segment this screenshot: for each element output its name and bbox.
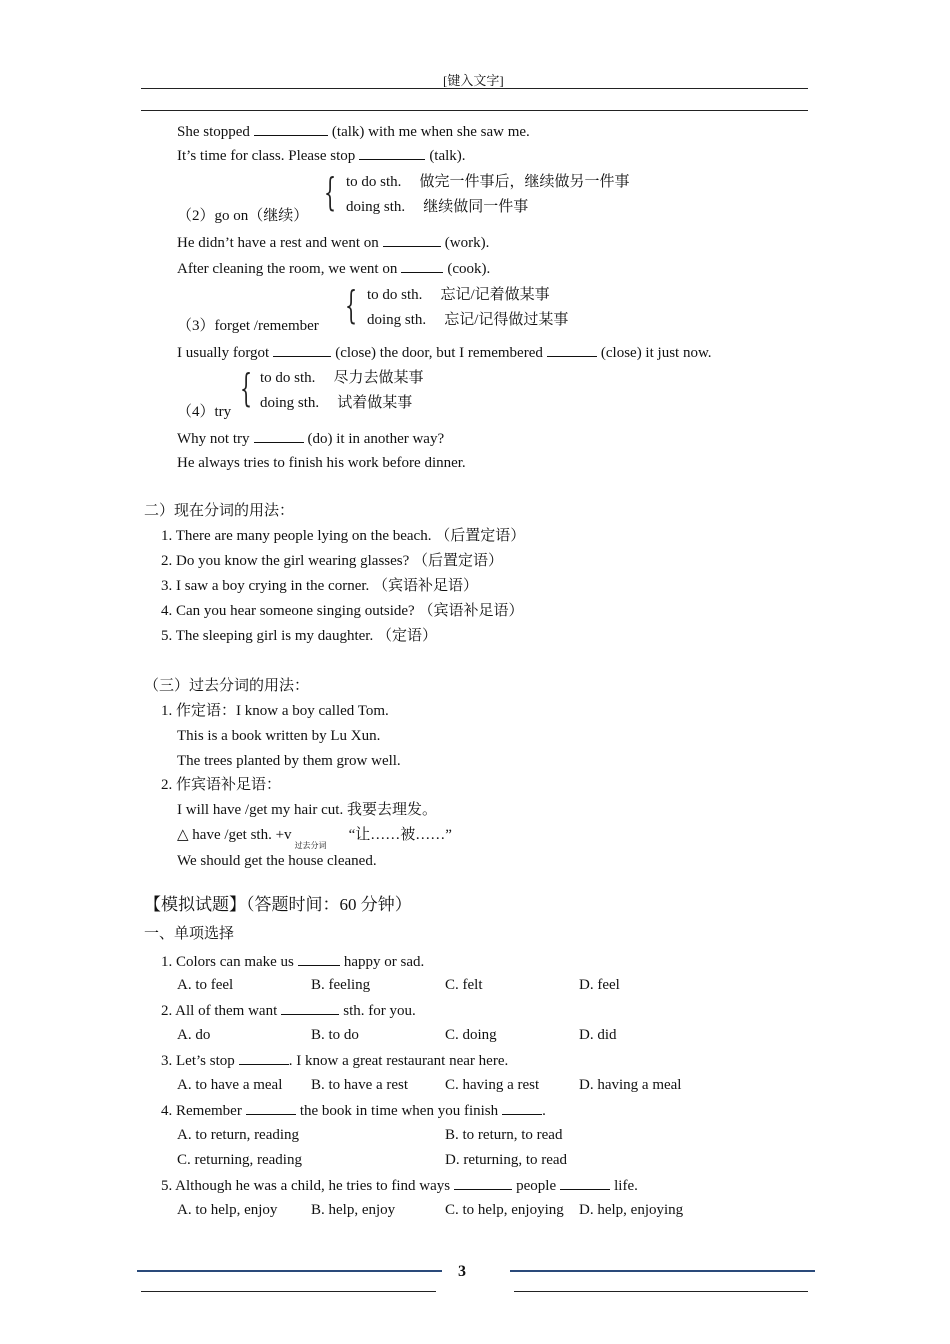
past-participle-example: We should get the house cleaned.	[177, 853, 377, 869]
question-option: B. feeling	[311, 977, 371, 993]
page-header-text: [键入文字]	[443, 73, 504, 88]
go-on-example-1: He didn’t have a rest and went on (work).	[177, 232, 489, 253]
question-stem: 2. All of them want sth. for you.	[161, 1000, 416, 1021]
forget-option-2: doing sth. 忘记/记得做过某事	[367, 312, 569, 328]
present-participle-item: 1. There are many people lying on the beach. （后置定语）	[161, 528, 526, 544]
question-stem: 5. Although he was a child, he tries to find ways people life.	[161, 1175, 638, 1196]
question-option: A. to help, enjoy	[177, 1202, 278, 1218]
question-option: B. to return, to read	[445, 1127, 563, 1143]
go-on-example-2: After cleaning the room, we went on (cook).	[177, 258, 490, 279]
footer-rule-left-top	[137, 1270, 442, 1272]
go-on-option-1: to do sth. 做完一件事后，继续做另一件事	[346, 174, 630, 190]
question-option: B. to do	[311, 1027, 359, 1043]
question-option: C. having a rest	[445, 1077, 540, 1093]
question-option: D. did	[579, 1027, 617, 1043]
mock-test-title: 【模拟试题】（答题时间：60 分钟）	[144, 895, 412, 914]
present-participle-title: 二）现在分词的用法：	[144, 503, 295, 519]
present-participle-item: 2. Do you know the girl wearing glasses? （后置定语）	[161, 553, 504, 569]
present-participle-item: 3. I saw a boy crying in the corner. （宾语补足语）	[161, 578, 479, 594]
question-option: B. to have a rest	[311, 1077, 409, 1093]
try-example-1: Why not try (do) it in another way?	[177, 428, 444, 449]
question-stem: 3. Let’s stop . I know a great restaurant near here.	[161, 1050, 508, 1071]
question-option: D. feel	[579, 977, 620, 993]
header-rule-top	[141, 88, 808, 89]
try-option-1: to do sth. 尽力去做某事	[260, 370, 424, 386]
past-participle-example: This is a book written by Lu Xun.	[177, 728, 381, 744]
forget-option-1: to do sth. 忘记/记着做某事	[367, 287, 550, 303]
present-participle-item: 4. Can you hear someone singing outside? （宾语补足语）	[161, 603, 524, 619]
stop-example-1: She stopped (talk) with me when she saw me.	[177, 121, 530, 142]
header-rule-bottom	[141, 110, 808, 111]
go-on-option-2: doing sth. 继续做同一件事	[346, 199, 529, 215]
question-stem: 1. Colors can make us happy or sad.	[161, 951, 424, 972]
question-option: A. to return, reading	[177, 1127, 300, 1143]
question-option: C. returning, reading	[177, 1152, 302, 1168]
question-option: C. to help, enjoying	[445, 1202, 564, 1218]
mock-part-1-title: 一、单项选择	[144, 926, 235, 942]
question-option: D. help, enjoying	[579, 1202, 684, 1218]
question-option: D. having a meal	[579, 1077, 682, 1093]
try-label: （4）try	[177, 404, 232, 420]
footer-rule-left-bottom	[141, 1291, 436, 1292]
try-brace: {	[240, 366, 253, 410]
past-participle-title: （三）过去分词的用法：	[144, 678, 310, 694]
footer-rule-right-top	[510, 1270, 815, 1272]
question-option: C. felt	[445, 977, 483, 993]
question-option: A. to have a meal	[177, 1077, 283, 1093]
try-example-2: He always tries to finish his work before dinner.	[177, 455, 466, 471]
forget-brace: {	[345, 283, 358, 327]
forget-example: I usually forgot (close) the door, but I remembered (close) it just now.	[177, 342, 712, 363]
question-option: C. doing	[445, 1027, 497, 1043]
go-on-label: （2）go on（继续）	[177, 208, 309, 224]
past-participle-pattern: △ have /get sth. $+v_{过去分词}“$让……被……”	[177, 827, 452, 850]
past-participle-example: The trees planted by them grow well.	[177, 753, 401, 769]
past-participle-item-2: 2. 作宾语补足语：	[161, 777, 282, 793]
page-number: 3	[458, 1263, 466, 1280]
question-option: B. help, enjoy	[311, 1202, 396, 1218]
question-option: D. returning, to read	[445, 1152, 568, 1168]
go-on-brace: {	[324, 170, 337, 214]
question-option: A. to feel	[177, 977, 234, 993]
stop-example-2: It’s time for class. Please stop (talk).	[177, 145, 466, 166]
question-stem: 4. Remember the book in time when you finish .	[161, 1100, 546, 1121]
present-participle-item: 5. The sleeping girl is my daughter. （定语）	[161, 628, 437, 644]
question-option: A. do	[177, 1027, 211, 1043]
try-option-2: doing sth. 试着做某事	[260, 395, 413, 411]
past-participle-item-1: 1. 作定语：I know a boy called Tom.	[161, 703, 389, 719]
forget-label: （3）forget /remember	[177, 318, 319, 334]
past-participle-example: I will have /get my hair cut. 我要去理发。	[177, 802, 437, 818]
footer-rule-right-bottom	[514, 1291, 808, 1292]
